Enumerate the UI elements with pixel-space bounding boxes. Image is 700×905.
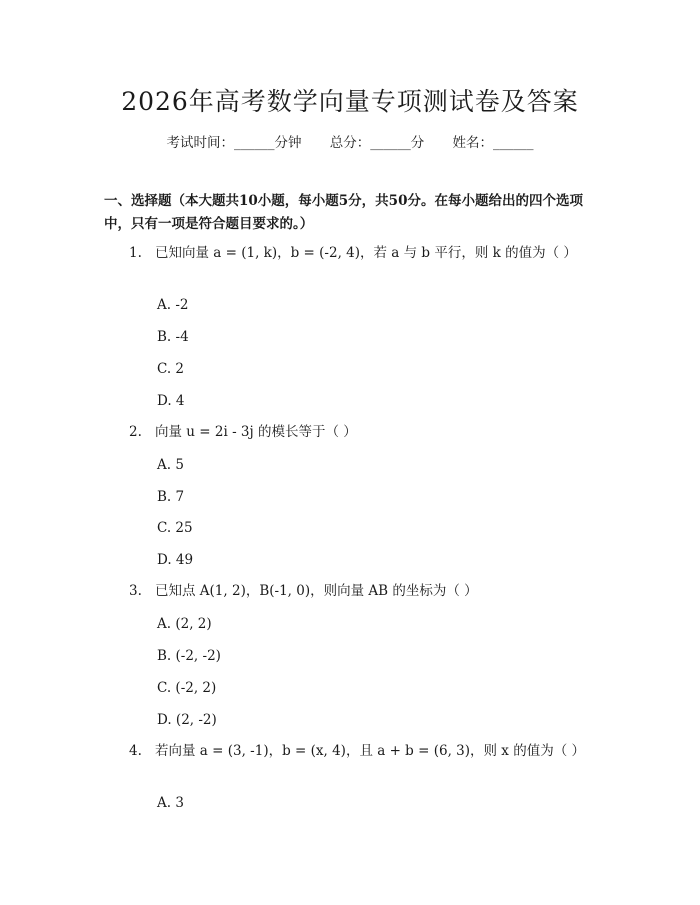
- question-text: 已知向量 a = (1, k)，b = (-2, 4)，若 a 与 b 平行，则 k 的值为（ ）: [155, 245, 577, 261]
- question-number: 2.: [129, 424, 142, 440]
- question-1: [104, 242, 594, 265]
- option: C. (-2, 2): [157, 680, 217, 696]
- question-4: [104, 740, 594, 763]
- question-number: 4.: [129, 743, 142, 759]
- option: B. (-2, -2): [157, 648, 221, 664]
- option: A. (2, 2): [157, 616, 212, 632]
- option: D. 49: [157, 552, 194, 568]
- option: A. -2: [157, 297, 189, 313]
- exam-student-name: 姓名：______: [452, 135, 534, 151]
- question-2: [104, 421, 594, 444]
- option: A. 5: [157, 457, 184, 473]
- section-heading: 一、选择题（本大题共10小题，每小题5分，共50分。在每小题给出的四个选项中，只有一项是符合题目要求的。）: [104, 193, 583, 232]
- question-number: 1.: [129, 245, 142, 261]
- option: B. 7: [157, 489, 185, 505]
- option: D. (2, -2): [157, 712, 217, 728]
- question-text: 若向量 a = (3, -1)，b = (x, 4)，且 a + b = (6, 3)，则 x 的值为（ ）: [155, 743, 585, 759]
- option: C. 25: [157, 520, 193, 536]
- exam-total-score: 总分：______分: [329, 135, 425, 151]
- option: A. 3: [157, 795, 184, 811]
- exam-time: 考试时间：______分钟: [166, 135, 302, 151]
- question-text: 向量 u = 2i - 3j 的模长等于（ ）: [155, 424, 357, 440]
- page-title: 2026年高考数学向量专项测试卷及答案: [121, 87, 579, 116]
- question-3: [104, 580, 594, 603]
- question-number: 3.: [129, 583, 142, 599]
- option: B. -4: [157, 329, 189, 345]
- question-text: 已知点 A(1, 2)，B(-1, 0)，则向量 AB 的坐标为（ ）: [155, 583, 478, 599]
- option: C. 2: [157, 361, 185, 377]
- exam-info: [0, 131, 700, 151]
- option: D. 4: [157, 393, 185, 409]
